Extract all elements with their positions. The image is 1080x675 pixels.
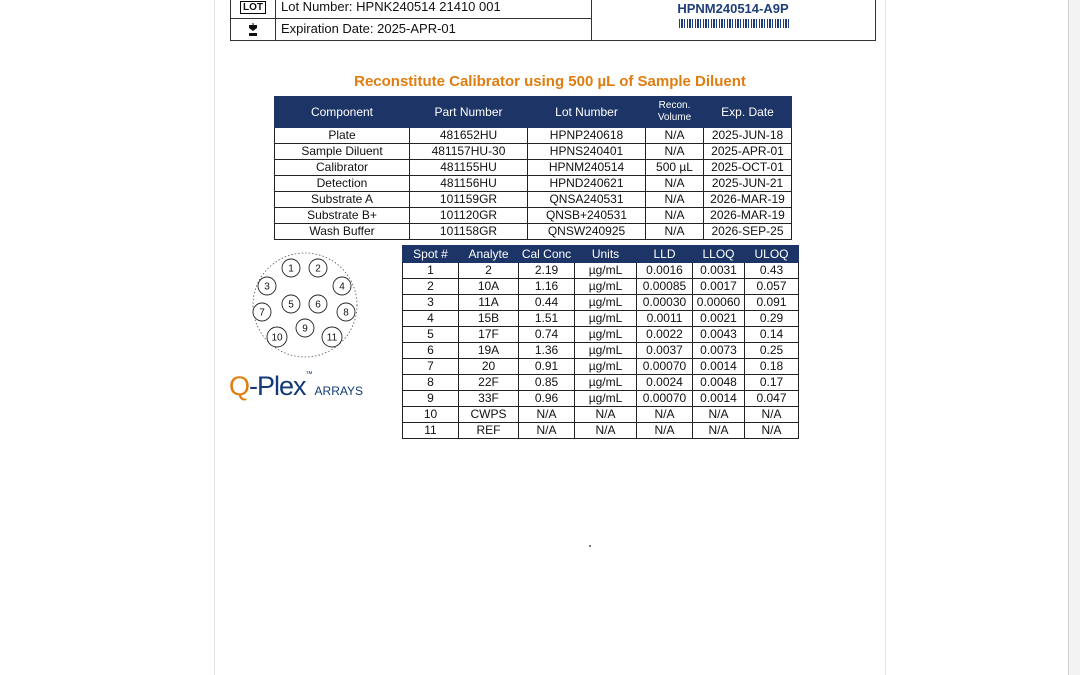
table-cell: 2025-APR-01 [704, 144, 792, 160]
table-cell: 0.14 [745, 327, 799, 343]
table-cell: 33F [459, 391, 519, 407]
table-cell: 11A [459, 295, 519, 311]
table-cell: 6 [403, 343, 459, 359]
spot-marker [253, 303, 271, 321]
spot-label: 7 [259, 307, 265, 319]
table-cell: 0.0017 [693, 279, 745, 295]
table-cell: 2026-SEP-25 [704, 224, 792, 240]
table-cell: 15B [459, 311, 519, 327]
table-cell: 101158GR [410, 224, 528, 240]
component-row [275, 192, 792, 208]
spot-layout-diagram [244, 250, 366, 360]
scan-edge [1068, 0, 1080, 675]
table-cell: QNSW240925 [528, 224, 646, 240]
table-cell: N/A [745, 423, 799, 439]
lot-row [231, 0, 591, 19]
table-cell: Plate [275, 128, 410, 144]
table-cell: 0.43 [745, 263, 799, 279]
table-cell: 0.00085 [637, 279, 693, 295]
spot-label: 3 [264, 281, 270, 293]
header-component: Component [275, 97, 410, 128]
table-cell: 0.0048 [693, 375, 745, 391]
table-cell: 0.17 [745, 375, 799, 391]
kit-label-right [591, 0, 875, 40]
table-cell: 5 [403, 327, 459, 343]
spot-label: 10 [271, 332, 283, 344]
table-cell: 0.91 [519, 359, 575, 375]
table-cell: Calibrator [275, 160, 410, 176]
table-cell: 0.0011 [637, 311, 693, 327]
table-cell: Sample Diluent [275, 144, 410, 160]
kit-label-left [231, 0, 592, 40]
table-cell: 0.96 [519, 391, 575, 407]
table-cell: 481156HU [410, 176, 528, 192]
table-cell: 0.0024 [637, 375, 693, 391]
table-cell: 7 [403, 359, 459, 375]
component-row [275, 144, 792, 160]
table-cell: 22F [459, 375, 519, 391]
spot-row [403, 391, 799, 407]
spot-marker [337, 303, 355, 321]
lot-symbol-cell [231, 0, 276, 18]
table-cell: 0.25 [745, 343, 799, 359]
spot-label: 2 [315, 263, 321, 275]
table-cell: 0.0016 [637, 263, 693, 279]
table-cell: µg/mL [575, 391, 637, 407]
table-cell: 11 [403, 423, 459, 439]
table-cell: HPND240621 [528, 176, 646, 192]
header-cal-conc: Cal Conc [519, 246, 575, 263]
table-cell: 0.00070 [637, 359, 693, 375]
table-cell: µg/mL [575, 295, 637, 311]
spot-row [403, 343, 799, 359]
table-cell: 2 [459, 263, 519, 279]
table-cell: 0.091 [745, 295, 799, 311]
table-cell: 9 [403, 391, 459, 407]
header-spot: Spot # [403, 246, 459, 263]
lot-number-text: Lot Number: HPNK240514 21410 001 [281, 0, 501, 14]
table-cell: 0.0037 [637, 343, 693, 359]
header-exp-date: Exp. Date [704, 97, 792, 128]
table-cell: 101120GR [410, 208, 528, 224]
table-cell: 10A [459, 279, 519, 295]
table-cell: 2 [403, 279, 459, 295]
table-cell: µg/mL [575, 359, 637, 375]
spot-marker [282, 259, 300, 277]
table-cell: N/A [646, 144, 704, 160]
table-cell: 17F [459, 327, 519, 343]
table-cell: 20 [459, 359, 519, 375]
catalog-code: HPNM240514-A9P [677, 1, 789, 16]
spots-table-body [403, 263, 799, 439]
components-table [274, 96, 792, 240]
table-cell: 0.0073 [693, 343, 745, 359]
table-cell: N/A [575, 407, 637, 423]
table-cell: Substrate B+ [275, 208, 410, 224]
table-cell: 0.0031 [693, 263, 745, 279]
table-cell: µg/mL [575, 343, 637, 359]
header-lloq: LLOQ [693, 246, 745, 263]
spot-marker [267, 327, 287, 347]
spot-row [403, 423, 799, 439]
spot-row [403, 279, 799, 295]
spot-marker [296, 319, 314, 337]
table-cell: Detection [275, 176, 410, 192]
component-row [275, 128, 792, 144]
component-row [275, 224, 792, 240]
table-cell: 2025-JUN-18 [704, 128, 792, 144]
table-cell: 500 µL [646, 160, 704, 176]
table-cell: 1.51 [519, 311, 575, 327]
kit-label-header [230, 0, 876, 41]
table-cell: QNSB+240531 [528, 208, 646, 224]
table-cell: µg/mL [575, 279, 637, 295]
reconstitution-title: Reconstitute Calibrator using 500 µL of Sample Diluent [354, 73, 746, 90]
spot-row [403, 407, 799, 423]
lot-symbol: LOT [240, 1, 266, 14]
table-cell: N/A [693, 423, 745, 439]
spot-row [403, 327, 799, 343]
header-part-number: Part Number [410, 97, 528, 128]
table-cell: µg/mL [575, 375, 637, 391]
table-cell: N/A [646, 176, 704, 192]
table-cell: 1 [403, 263, 459, 279]
hourglass-icon [246, 23, 260, 37]
table-cell: µg/mL [575, 263, 637, 279]
table-cell: 0.00060 [693, 295, 745, 311]
table-cell: N/A [646, 208, 704, 224]
logo-plex: -Plex [249, 371, 306, 401]
table-cell: 1.36 [519, 343, 575, 359]
spot-marker [282, 295, 300, 313]
barcode-graphic [679, 19, 791, 28]
component-row [275, 176, 792, 192]
component-row [275, 208, 792, 224]
table-cell: N/A [519, 407, 575, 423]
spot-marker [309, 295, 327, 313]
table-cell: 481157HU-30 [410, 144, 528, 160]
table-cell: 101159GR [410, 192, 528, 208]
table-cell: 0.0014 [693, 391, 745, 407]
spot-layout-svg [244, 250, 366, 360]
spot-label: 1 [288, 263, 294, 275]
header-recon-volume: Recon. Volume [646, 97, 704, 128]
spot-label: 11 [326, 332, 338, 344]
components-table-body [275, 128, 792, 240]
table-cell: 0.74 [519, 327, 575, 343]
table-cell: 1.16 [519, 279, 575, 295]
expiration-date-text: Expiration Date: 2025-APR-01 [281, 21, 456, 36]
table-cell: HPNM240514 [528, 160, 646, 176]
table-cell: REF [459, 423, 519, 439]
spot-row [403, 359, 799, 375]
table-cell: 0.047 [745, 391, 799, 407]
spots-header-row [403, 246, 799, 263]
spot-label: 5 [288, 299, 294, 311]
table-cell: 0.85 [519, 375, 575, 391]
table-cell: 481155HU [410, 160, 528, 176]
table-cell: N/A [693, 407, 745, 423]
table-cell: 2025-OCT-01 [704, 160, 792, 176]
spots-table [402, 245, 799, 439]
spot-row [403, 263, 799, 279]
table-cell: µg/mL [575, 311, 637, 327]
table-cell: Wash Buffer [275, 224, 410, 240]
spot-label: 4 [339, 281, 345, 293]
table-cell: N/A [637, 423, 693, 439]
logo-trademark: ™ [305, 371, 313, 378]
table-cell: 0.00070 [637, 391, 693, 407]
header-analyte: Analyte [459, 246, 519, 263]
table-cell: 2025-JUN-21 [704, 176, 792, 192]
table-cell: 0.00030 [637, 295, 693, 311]
spot-marker [309, 259, 327, 277]
table-cell: 2.19 [519, 263, 575, 279]
spot-marker [258, 277, 276, 295]
table-cell: Substrate A [275, 192, 410, 208]
table-cell: 2026-MAR-19 [704, 192, 792, 208]
component-row [275, 160, 792, 176]
expiration-symbol-cell [231, 19, 276, 40]
spot-row [403, 375, 799, 391]
spot-label: 6 [315, 299, 321, 311]
table-cell: N/A [646, 192, 704, 208]
table-cell: N/A [646, 128, 704, 144]
header-lld: LLD [637, 246, 693, 263]
table-cell: CWPS [459, 407, 519, 423]
table-cell: HPNS240401 [528, 144, 646, 160]
table-cell: N/A [637, 407, 693, 423]
scan-speck [589, 545, 591, 547]
spot-marker [333, 277, 351, 295]
logo-arrays: ARRAYS [314, 384, 363, 398]
qplex-logo [229, 371, 379, 407]
table-cell: 0.29 [745, 311, 799, 327]
table-cell: 0.0022 [637, 327, 693, 343]
components-header-row [275, 97, 792, 128]
spot-marker [322, 327, 342, 347]
table-cell: 0.0043 [693, 327, 745, 343]
expiration-row [231, 19, 591, 40]
table-cell: 0.18 [745, 359, 799, 375]
table-cell: 3 [403, 295, 459, 311]
table-cell: 481652HU [410, 128, 528, 144]
table-cell: 2026-MAR-19 [704, 208, 792, 224]
header-uloq: ULOQ [745, 246, 799, 263]
table-cell: 0.057 [745, 279, 799, 295]
table-cell: 0.0014 [693, 359, 745, 375]
table-cell: 10 [403, 407, 459, 423]
logo-q: Q [229, 371, 250, 401]
header-lot-number: Lot Number [528, 97, 646, 128]
header-units: Units [575, 246, 637, 263]
spot-row [403, 311, 799, 327]
table-cell: N/A [575, 423, 637, 439]
spot-label: 8 [343, 307, 349, 319]
table-cell: 19A [459, 343, 519, 359]
spot-row [403, 295, 799, 311]
table-cell: 0.0021 [693, 311, 745, 327]
table-cell: µg/mL [575, 327, 637, 343]
table-cell: 4 [403, 311, 459, 327]
table-cell: N/A [646, 224, 704, 240]
table-cell: N/A [745, 407, 799, 423]
table-cell: HPNP240618 [528, 128, 646, 144]
table-cell: 0.44 [519, 295, 575, 311]
table-cell: 8 [403, 375, 459, 391]
table-cell: N/A [519, 423, 575, 439]
table-cell: QNSA240531 [528, 192, 646, 208]
spot-label: 9 [302, 323, 308, 335]
